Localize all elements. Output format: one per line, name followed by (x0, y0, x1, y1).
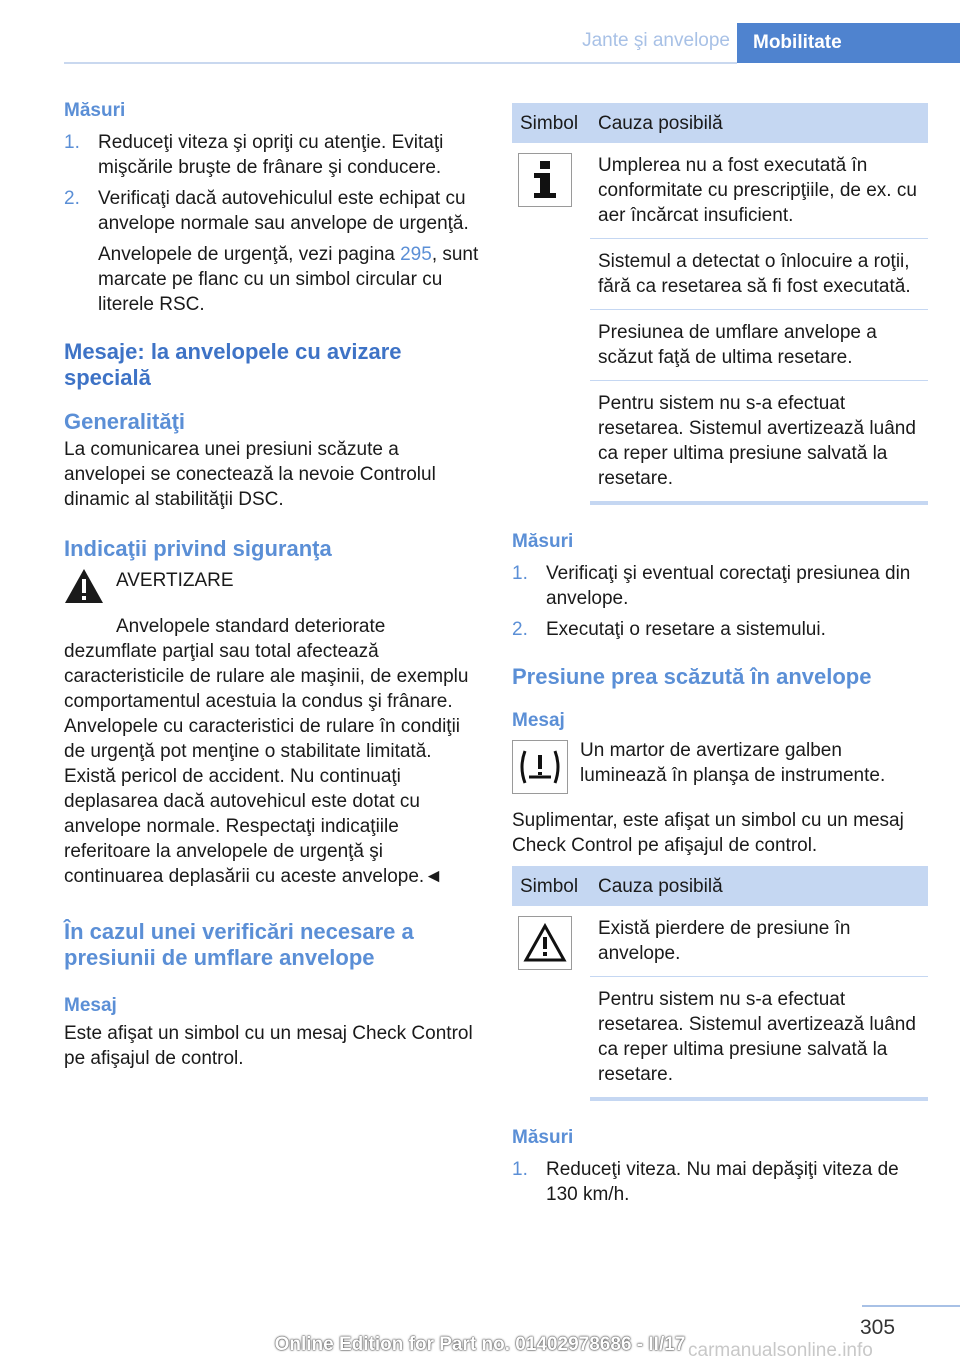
warning-triangle-icon (64, 568, 104, 604)
symbol-cell (512, 906, 590, 1099)
watermark: carmanualsonline.info (688, 1340, 873, 1361)
tire-pressure-warning-icon (512, 740, 568, 794)
mesaje-heading: Mesaje: la anvelopele cu avizare specială (64, 339, 402, 390)
step-extra (98, 242, 482, 317)
generalitati-text: La comunicarea unei presiuni scăzute a anvelopei se conectează la nevoie Controlul dinamic al stabilităţii DSC. (64, 439, 436, 510)
step-extra-after: , sunt marcate pe flanc cu un simbol circular cu literele RSC. (98, 244, 479, 315)
header-section-title: Jante şi anvelope (582, 30, 730, 51)
step-extra-before: Anvelopele de urgenţă, vezi pagina (98, 244, 401, 265)
header-chapter-tab: Mobilitate (737, 23, 960, 63)
masuri-steps-right (512, 561, 930, 642)
masuri2-title: Măsuri (512, 1127, 574, 1148)
symbol-cell (512, 143, 590, 503)
suplimentar-text: Suplimentar, este afişat un simbol cu un mesaj Check Control pe afişajul de control. (512, 810, 904, 856)
table-row (512, 906, 928, 977)
col-cause-header: Cauza posibilă (590, 103, 928, 143)
warning-text: Anvelopele standard deteriorate dezumflate parţial sau total afectează caracteristicile de rulare ale maşinii, de exemplu comportamentul acestuia la condus şi frânare. Anvelopele cu caracteristici de rulare în condiţii de urgenţă pot menţine o stabilitate limitată. Există pericol de accident. Nu continuaţi deplasarea dacă autovehicul este dotat cu anvelope normale. Respectaţi indicaţiile referitoare la anvelopele de urgenţă şi continuarea deplasării cu aceste anvelope.◄ (64, 616, 469, 887)
mesaj-text-right: Un martor de avertizare galben luminează în planşa de instrumente. (580, 740, 886, 786)
step-item (64, 186, 482, 317)
generalitati-heading: Generalităţi (64, 409, 186, 434)
footer-rule (862, 1305, 960, 1307)
col-symbol-header: Simbol (512, 866, 590, 906)
step-item (512, 1157, 930, 1207)
cause-text: Umplerea nu a fost executată în conformitate cu prescripţiile, de ex. cu aer încărcat insuficient. (590, 143, 928, 239)
table-header-row (512, 103, 928, 143)
warning-block (64, 568, 482, 608)
warning-label: AVERTIZARE (116, 570, 234, 591)
cause-table-1 (512, 103, 928, 505)
cause-text: Pentru sistem nu s-a efectuat resetarea. Sistemul avertizează luând ca reper ultima presiune salvată la resetare. (590, 977, 928, 1100)
presiune-heading: Presiune prea scăzută în anvelope (512, 664, 872, 689)
step-item (512, 561, 930, 611)
step-number: 1. (64, 132, 80, 153)
mesaj-text: Este afişat un simbol cu un mesaj Check Control pe afişajul de control. (64, 1023, 473, 1069)
step-text: Reduceţi viteza. Nu mai depăşiţi viteza de 130 km/h. (546, 1159, 899, 1205)
step-item (64, 130, 482, 180)
masuri-steps (64, 130, 482, 317)
mesaj-title-right: Mesaj (512, 710, 565, 731)
step-text: Verificaţi dacă autovehiculul este echipat cu anvelope normale sau anvelope de urgenţă. (98, 188, 469, 234)
cause-text: Există pierdere de presiune în anvelope. (590, 906, 928, 977)
step-text: Verificaţi şi eventual corectaţi presiunea din anvelope. (546, 563, 911, 609)
page-number: 305 (860, 1316, 896, 1339)
mesaj-block (512, 738, 930, 794)
page-link-295[interactable]: 295 (400, 244, 432, 265)
col-symbol-header: Simbol (512, 103, 590, 143)
table-row (512, 143, 928, 239)
masuri-title: Măsuri (64, 100, 126, 121)
cause-text: Presiunea de umflare anvelope a scăzut faţă de ultima resetare. (590, 310, 928, 381)
verificari-heading: În cazul unei verificări necesare a presiunii de umflare anvelope (64, 919, 414, 970)
siguranta-heading: Indicaţii privind siguranţa (64, 536, 332, 561)
info-icon (518, 153, 572, 207)
col-cause-header: Cauza posibilă (590, 866, 928, 906)
step-item (512, 617, 930, 642)
step-number: 2. (512, 619, 528, 640)
mesaj-title: Mesaj (64, 995, 117, 1016)
masuri2-steps (512, 1157, 930, 1207)
step-text: Executaţi o resetare a sistemului. (546, 619, 826, 640)
step-number: 1. (512, 1159, 528, 1180)
warning-triangle-icon (518, 916, 572, 970)
cause-text: Pentru sistem nu s-a efectuat resetarea. Sistemul avertizează luând ca reper ultima presiune salvată la resetare. (590, 381, 928, 504)
table-header-row (512, 866, 928, 906)
left-column (64, 100, 482, 1071)
header-rule (64, 62, 737, 64)
step-text: Reduceţi viteza şi opriţi cu atenţie. Evitaţi mişcările bruşte de frânare şi conducere. (98, 132, 444, 178)
edition-line: Online Edition for Part no. 01402978686 - II/17 (274, 1334, 686, 1355)
masuri-title-right: Măsuri (512, 531, 574, 552)
cause-table-2 (512, 866, 928, 1101)
step-number: 1. (512, 563, 528, 584)
right-column (512, 103, 930, 1213)
step-number: 2. (64, 188, 80, 209)
cause-text: Sistemul a detectat o înlocuire a roţii, fără ca resetarea să fi fost executată. (590, 239, 928, 310)
